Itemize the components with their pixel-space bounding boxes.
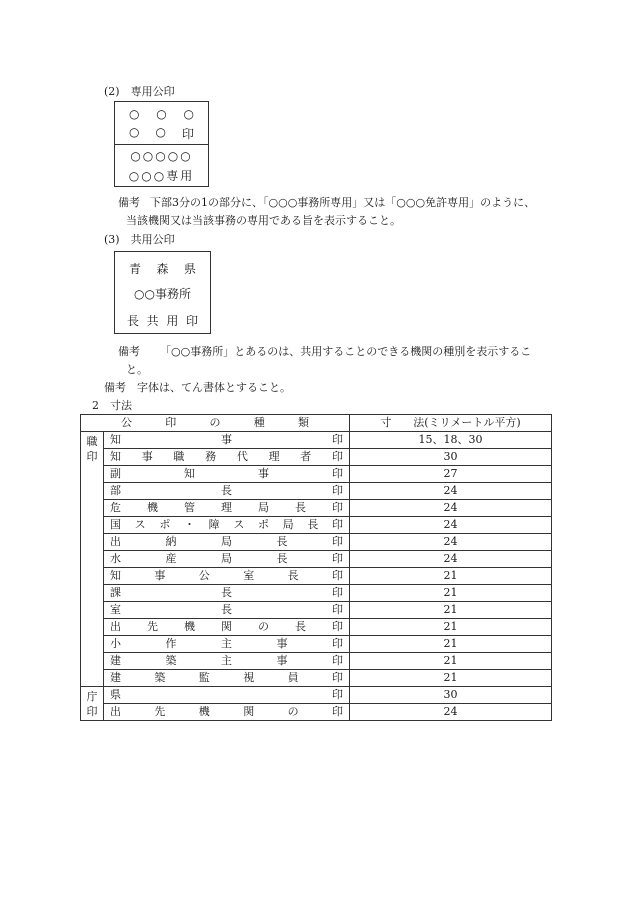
seal-char: ○ [183, 107, 194, 121]
seal-kind: 出先機関の印 [104, 704, 350, 721]
seal-size: 21 [350, 568, 552, 585]
seal-kind: 出納局長印 [104, 534, 350, 551]
seal-size: 24 [350, 534, 552, 551]
table-row [81, 602, 552, 619]
seal-divider [115, 144, 208, 145]
table-body [81, 432, 552, 721]
seal-size: 30 [350, 687, 552, 704]
seal-char: 印 [185, 314, 198, 328]
seal-size: 27 [350, 466, 552, 483]
header-size: 寸 法(ミリメートル平方) [350, 415, 552, 432]
section-2-note-line-2: 当該機関又は当該事務の専用である旨を表示すること。 [126, 214, 401, 227]
seal-group-label [81, 432, 104, 687]
seal-char: ○ [129, 107, 140, 121]
seal-kind: 国スポ・障スポ局長印 [104, 517, 350, 534]
table-row [81, 619, 552, 636]
shared-seal-sample [114, 251, 211, 334]
shared-seal-line-2: ○○事務所 [134, 287, 191, 301]
table-row [81, 636, 552, 653]
seal-size: 21 [350, 619, 552, 636]
seal-size-table [80, 414, 552, 721]
seal-kind: 室長印 [104, 602, 350, 619]
seal-char: ○ [155, 125, 166, 139]
table-row [81, 466, 552, 483]
seal-kind: 部長印 [104, 483, 350, 500]
section-3-note-label: 備考 [118, 345, 140, 358]
seal-kind: 危機管理局長印 [104, 500, 350, 517]
seal-size: 21 [350, 585, 552, 602]
seal-kind: 建築主事印 [104, 653, 350, 670]
seal-char: ○ [156, 107, 167, 121]
table-row [81, 568, 552, 585]
seal-kind: 県印 [104, 687, 350, 704]
dedicated-seal-line-2 [115, 125, 208, 142]
seal-kind: 知事公室長印 [104, 568, 350, 585]
seal-char: 印 [181, 127, 194, 141]
seal-char: ○ [129, 125, 140, 139]
seal-kind: 課長印 [104, 585, 350, 602]
seal-kind: 知事職務代理者印 [104, 449, 350, 466]
table-row [81, 704, 552, 721]
table-row [81, 483, 552, 500]
header-kind: 公印の種類 [81, 415, 350, 432]
seal-size: 24 [350, 483, 552, 500]
table-header-row [81, 415, 552, 432]
seal-char: 青 [129, 262, 142, 276]
seal-group-label [81, 687, 104, 721]
seal-size: 24 [350, 500, 552, 517]
dedicated-seal-sample [114, 101, 209, 187]
general-note: 備考 字体は、てん書体とすること。 [104, 381, 291, 394]
seal-char: 共 [146, 314, 159, 328]
shared-seal-line-1 [115, 260, 210, 277]
shared-seal-line-3 [115, 312, 210, 329]
seal-size: 24 [350, 517, 552, 534]
dedicated-seal-line-1 [115, 107, 208, 121]
seal-char: 森 [156, 262, 169, 276]
section-2-note-label: 備考 [118, 196, 140, 209]
dedicated-seal-line-4: ○○○専用 [128, 169, 195, 183]
table-row [81, 653, 552, 670]
dedicated-seal-line-3: ○○○○○ [130, 149, 193, 163]
seal-size: 24 [350, 704, 552, 721]
seal-char: 用 [166, 314, 179, 328]
seal-kind: 小作主事印 [104, 636, 350, 653]
seal-size: 15、18、30 [350, 432, 552, 449]
section-3-note-line-1: 「○○事務所」とあるのは、共用することのできる機関の種別を表示するこ [160, 345, 532, 358]
table-row [81, 517, 552, 534]
table-row [81, 687, 552, 704]
table-row [81, 500, 552, 517]
seal-kind: 出先機関の長印 [104, 619, 350, 636]
seal-size: 21 [350, 602, 552, 619]
dimensions-heading: 2 寸法 [92, 399, 132, 412]
section-3-heading: (3) 共用公印 [104, 233, 175, 246]
table-row [81, 449, 552, 466]
seal-group-label-text: 庁 印 [86, 690, 98, 718]
seal-size: 21 [350, 636, 552, 653]
seal-kind: 知事印 [104, 432, 350, 449]
seal-size: 21 [350, 670, 552, 687]
seal-size: 30 [350, 449, 552, 466]
table-row [81, 534, 552, 551]
seal-kind: 副知事印 [104, 466, 350, 483]
section-2-note-line-1: 下部3分の1の部分に、「○○○事務所専用」又は「○○○免許専用」のように、 [150, 196, 536, 209]
table-row [81, 432, 552, 449]
seal-size: 21 [350, 653, 552, 670]
section-3-note-line-2: と。 [126, 363, 148, 376]
seal-kind: 建築監視員印 [104, 670, 350, 687]
seal-char: 長 [127, 314, 140, 328]
seal-group-label-text: 職 印 [86, 435, 98, 463]
seal-kind: 水産局長印 [104, 551, 350, 568]
table-row [81, 670, 552, 687]
section-2-heading: (2) 専用公印 [104, 85, 175, 98]
table-row [81, 551, 552, 568]
seal-size: 24 [350, 551, 552, 568]
seal-char: 県 [183, 262, 196, 276]
table-row [81, 585, 552, 602]
